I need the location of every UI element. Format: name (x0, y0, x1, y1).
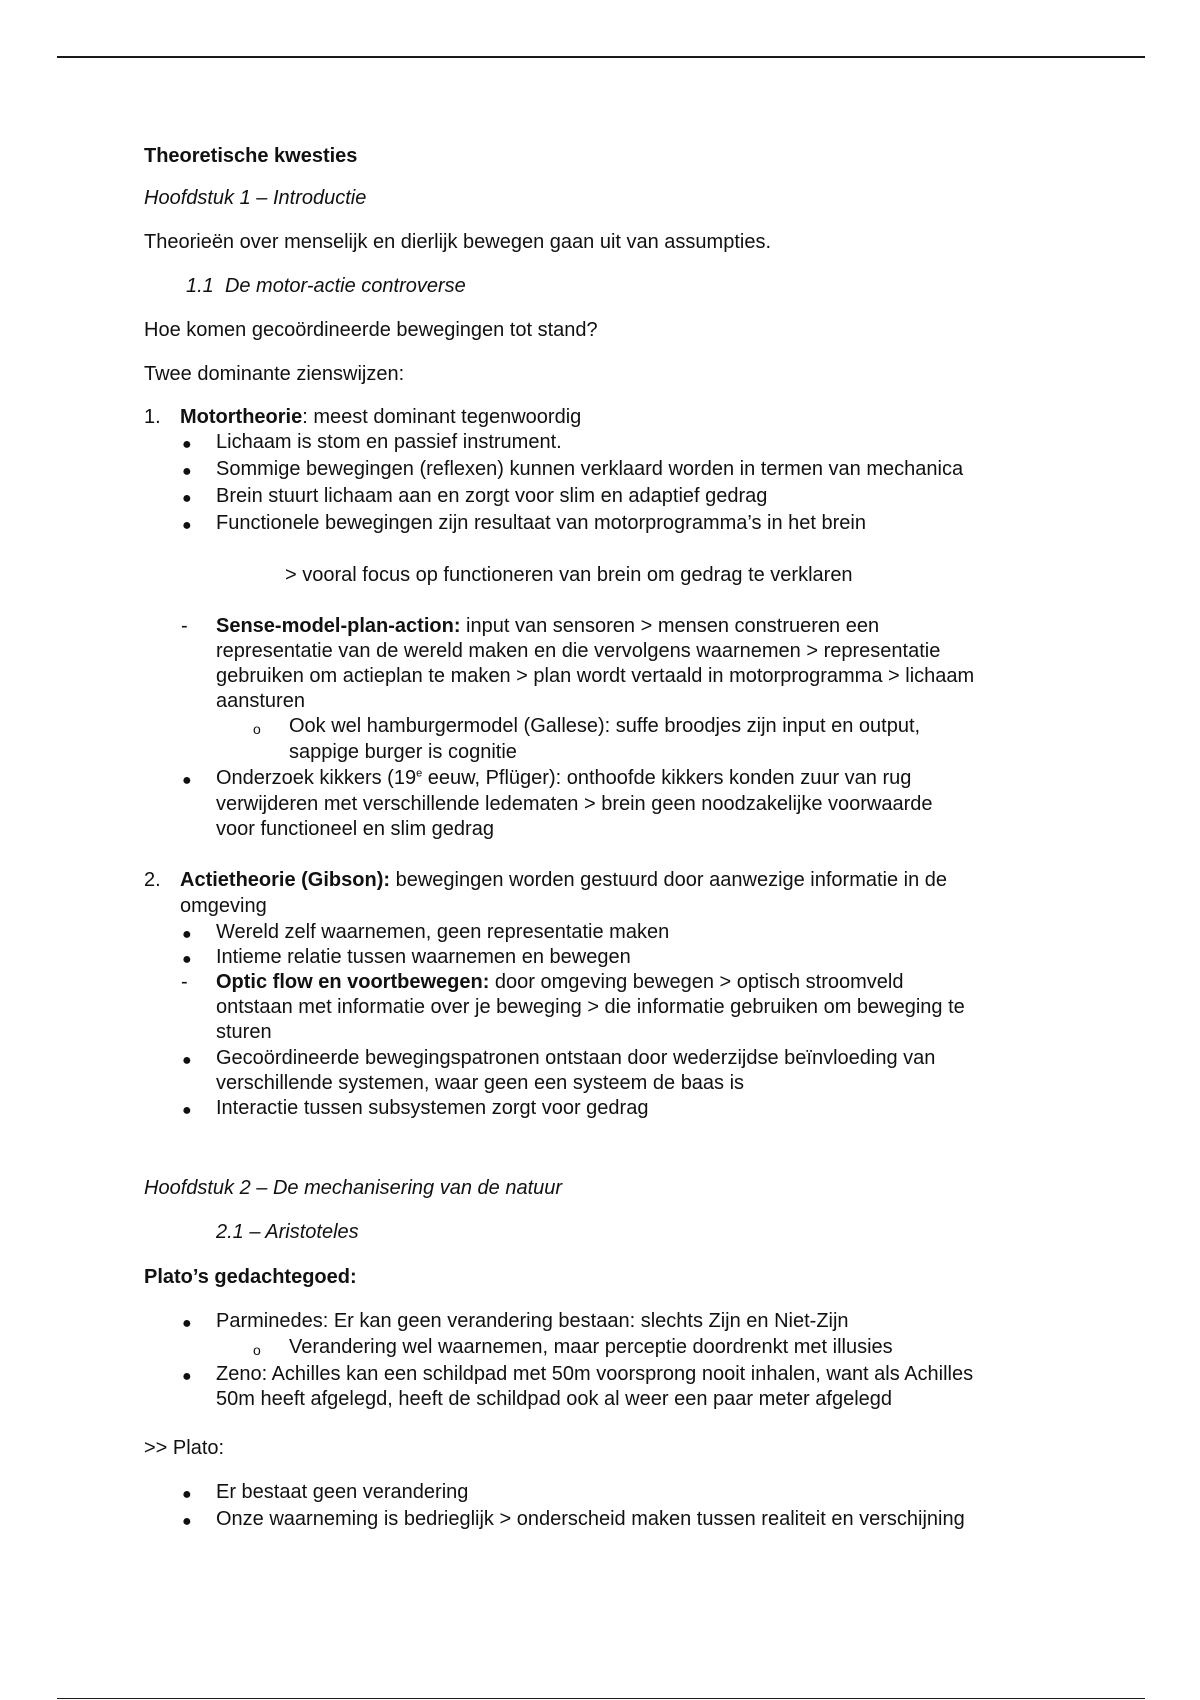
document-title: Theoretische kwesties (144, 145, 358, 167)
bullet-icon: ● (182, 951, 192, 968)
bullet-icon: ● (182, 926, 192, 943)
list-number-2: 2. (144, 869, 161, 891)
optic-term: Optic flow en voortbewegen: (216, 971, 490, 993)
plato-label: >> Plato: (144, 1437, 225, 1459)
plato-heading: Plato’s gedachtegoed: (144, 1266, 357, 1288)
bullet-icon: ● (182, 1513, 192, 1530)
list-item: Interactie tussen subsystemen zorgt voor gedrag (216, 1097, 649, 1119)
zeno-line-1: Zeno: Achilles kan een schildpad met 50m voorsprong nooit inhalen, want als Achilles (216, 1363, 974, 1385)
footer-rule (57, 1698, 1145, 1699)
kikkers-line-3: voor functioneel en slim gedrag (216, 818, 494, 840)
optic-line-3: sturen (216, 1021, 272, 1043)
section-1-1-heading (186, 274, 466, 299)
list-item: Gecoördineerde bewegingspatronen ontstaan door wederzijdse beïnvloeding van (216, 1047, 936, 1069)
list-item: Functionele bewegingen zijn resultaat van motorprogramma’s in het brein (216, 512, 866, 534)
bullet-icon: ● (182, 1368, 192, 1385)
bullet-icon: ● (182, 463, 192, 480)
list-item-continued: verschillende systemen, waar geen een systeem de baas is (216, 1072, 745, 1094)
actietheorie-line-2: omgeving (180, 895, 267, 917)
chapter-2-heading: Hoofdstuk 2 – De mechanisering van de natuur (144, 1177, 563, 1199)
hamburger-line-1: Ook wel hamburgermodel (Gallese): suffe broodjes zijn input en output, (289, 715, 921, 737)
parminedes-item: Parminedes: Er kan geen verandering bestaan: slechts Zijn en Niet-Zijn (216, 1310, 849, 1332)
dash-icon: - (181, 971, 188, 993)
optic-line-1: Optic flow en voortbewegen: door omgeving bewegen > optisch stroomveld (216, 971, 904, 993)
actietheorie-line-1: Actietheorie (Gibson): bewegingen worden gestuurd door aanwezige informatie in de (180, 869, 948, 891)
motortheorie-term: Motortheorie (180, 406, 303, 428)
smpa-line-4: aansturen (216, 690, 305, 712)
header-rule (57, 56, 1145, 58)
section-number: 1.1 (186, 275, 214, 297)
section-2-1-heading: 2.1 – Aristoteles (216, 1221, 359, 1243)
circle-bullet-icon: o (253, 721, 261, 737)
question-text: Hoe komen gecoördineerde bewegingen tot stand? (144, 319, 598, 341)
bullet-icon: ● (182, 436, 192, 453)
list-item: Brein stuurt lichaam aan en zorgt voor slim en adaptief gedrag (216, 485, 768, 507)
parminedes-subitem: Verandering wel waarnemen, maar perceptie doordrenkt met illusies (289, 1336, 893, 1358)
actietheorie-term: Actietheorie (Gibson): (180, 869, 391, 891)
chapter-1-intro: Theorieën over menselijk en dierlijk bewegen gaan uit van assumpties. (144, 231, 772, 253)
list-item: Er bestaat geen verandering (216, 1481, 469, 1503)
motortheorie-desc: : meest dominant tegenwoordig (302, 406, 582, 428)
bullet-icon: ● (182, 1315, 192, 1332)
zeno-line-2: 50m heeft afgelegd, heeft de schildpad ook al weer een paar meter afgelegd (216, 1388, 893, 1410)
smpa-line-2: representatie van de wereld maken en die vervolgens waarnemen > representatie (216, 640, 941, 662)
kikkers-line-2: verwijderen met verschillende ledematen > brein geen noodzakelijke voorwaarde (216, 793, 933, 815)
section-title: De motor-actie controverse (224, 275, 466, 297)
list-item: Sommige bewegingen (reflexen) kunnen verklaard worden in termen van mechanica (216, 458, 964, 480)
dash-icon: - (181, 615, 188, 637)
bullet-icon: ● (182, 1102, 192, 1119)
circle-bullet-icon: o (253, 1342, 261, 1358)
smpa-line-3: gebruiken om actieplan te maken > plan wordt vertaald in motorprogramma > lichaam (216, 665, 975, 687)
smpa-term: Sense-model-plan-action: (216, 615, 461, 637)
list-item: Wereld zelf waarnemen, geen representatie maken (216, 921, 670, 943)
list-item: Intieme relatie tussen waarnemen en bewegen (216, 946, 631, 968)
list-number-1: 1. (144, 406, 161, 428)
chapter-1-heading: Hoofdstuk 1 – Introductie (144, 187, 367, 209)
motortheorie-item (180, 405, 581, 430)
kikkers-line-1: Onderzoek kikkers (19e eeuw, Pflüger): onthoofde kikkers konden zuur van rug (216, 767, 912, 789)
smpa-line-1: Sense-model-plan-action: input van sensoren > mensen construeren een (216, 615, 880, 637)
bullet-icon: ● (182, 1052, 192, 1069)
list-item: Lichaam is stom en passief instrument. (216, 431, 562, 453)
list-item: Onze waarneming is bedrieglijk > onderscheid maken tussen realiteit en verschijning (216, 1508, 965, 1530)
optic-line-2: ontstaan met informatie over je beweging > die informatie gebruiken om beweging te (216, 996, 965, 1018)
two-views-text: Twee dominante zienswijzen: (144, 363, 405, 385)
hamburger-line-2: sappige burger is cognitie (289, 741, 517, 763)
focus-note: > vooral focus op functioneren van brein om gedrag te verklaren (285, 564, 853, 586)
bullet-icon: ● (182, 517, 192, 534)
bullet-icon: ● (182, 1486, 192, 1503)
bullet-icon: ● (182, 490, 192, 507)
bullet-icon: ● (182, 772, 192, 789)
